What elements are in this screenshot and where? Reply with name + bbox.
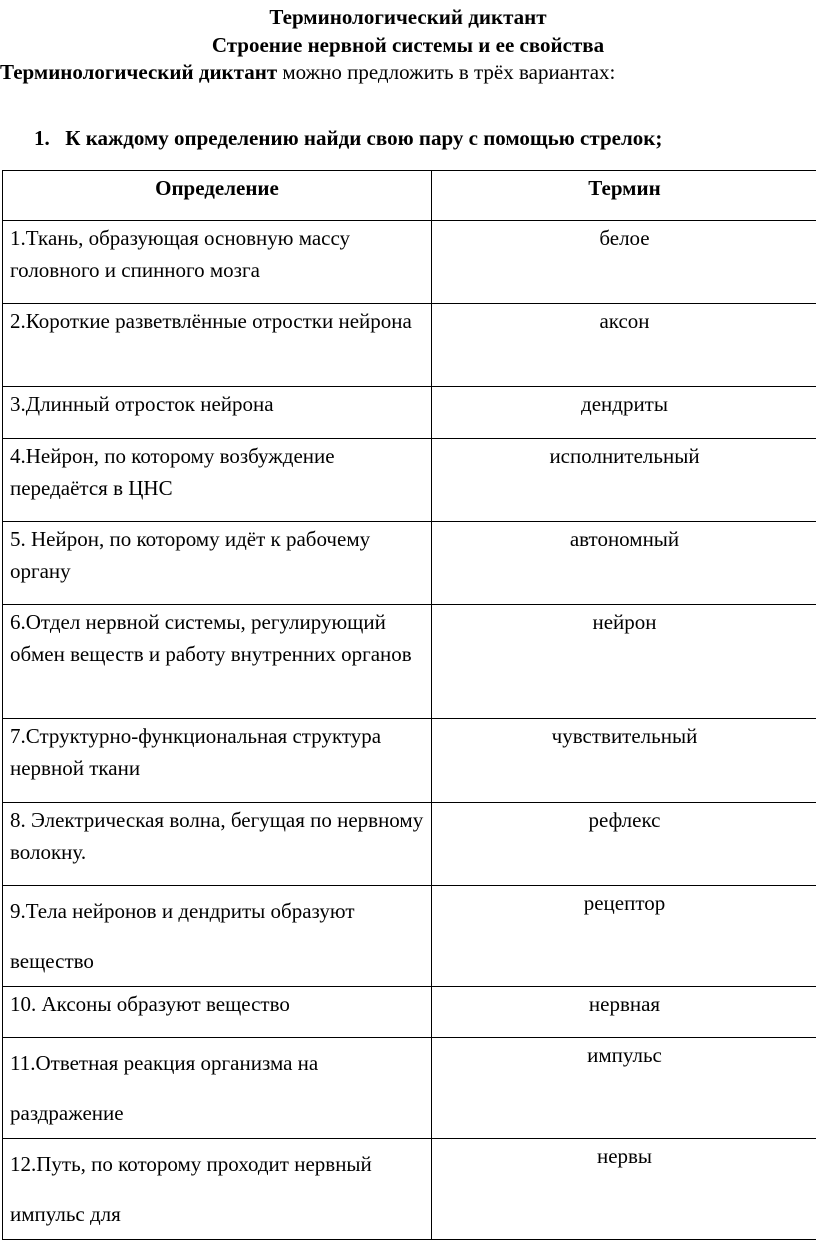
intro-rest-text: можно предложить в трёх вариантах: <box>277 60 615 84</box>
definition-cell: 11.Ответная реакция организма на раздражение <box>3 1038 432 1139</box>
term-cell: импульс <box>432 1038 816 1139</box>
table-row <box>3 387 816 439</box>
header-definition: Определение <box>3 171 432 221</box>
definition-cell: 3.Длинный отросток нейрона <box>3 387 432 439</box>
document-title: Терминологический диктант <box>0 5 816 29</box>
definition-cell: 9.Тела нейронов и дендриты образуют вещество <box>3 886 432 987</box>
term-cell: чувствительный <box>432 719 816 803</box>
term-cell: нервы <box>432 1139 816 1240</box>
table-row <box>3 221 816 304</box>
dictation-table <box>2 170 816 1240</box>
document-subtitle: Строение нервной системы и ее свойства <box>0 33 816 57</box>
table-row <box>3 803 816 886</box>
table-row <box>3 522 816 605</box>
table-row <box>3 439 816 522</box>
intro-bold-text: Терминологический диктант <box>0 60 277 84</box>
term-cell: нейрон <box>432 605 816 719</box>
term-cell: автономный <box>432 522 816 605</box>
table-row <box>3 719 816 803</box>
table-header-row <box>3 171 816 221</box>
term-cell: аксон <box>432 304 816 387</box>
term-cell: нервная <box>432 987 816 1038</box>
term-cell: исполнительный <box>432 439 816 522</box>
header-term: Термин <box>432 171 816 221</box>
definition-cell: 5. Нейрон, по которому идёт к рабочему органу <box>3 522 432 605</box>
definition-cell: 4.Нейрон, по которому возбуждение передаётся в ЦНС <box>3 439 432 522</box>
definition-cell: 6.Отдел нервной системы, регулирующий обмен веществ и работу внутренних органов <box>3 605 432 719</box>
task-number: 1. <box>34 126 60 150</box>
term-cell: рецептор <box>432 886 816 987</box>
table-row <box>3 1139 816 1240</box>
table-row <box>3 605 816 719</box>
term-cell: белое <box>432 221 816 304</box>
definition-cell: 8. Электрическая волна, бегущая по нервному волокну. <box>3 803 432 886</box>
definition-cell: 2.Короткие разветвлённые отростки нейрона <box>3 304 432 387</box>
term-cell: дендриты <box>432 387 816 439</box>
definition-cell: 7.Структурно-функциональная структура нервной ткани <box>3 719 432 803</box>
intro-paragraph <box>0 60 615 84</box>
definition-cell: 1.Ткань, образующая основную массу головного и спинного мозга <box>3 221 432 304</box>
table-row <box>3 886 816 987</box>
definition-cell: 12.Путь, по которому проходит нервный импульс для <box>3 1139 432 1240</box>
term-cell: рефлекс <box>432 803 816 886</box>
task-text: К каждому определению найди свою пару с помощью стрелок; <box>65 126 662 150</box>
table-row <box>3 304 816 387</box>
task-heading <box>34 126 662 150</box>
table-row <box>3 987 816 1038</box>
table-row <box>3 1038 816 1139</box>
definition-cell: 10. Аксоны образуют вещество <box>3 987 432 1038</box>
